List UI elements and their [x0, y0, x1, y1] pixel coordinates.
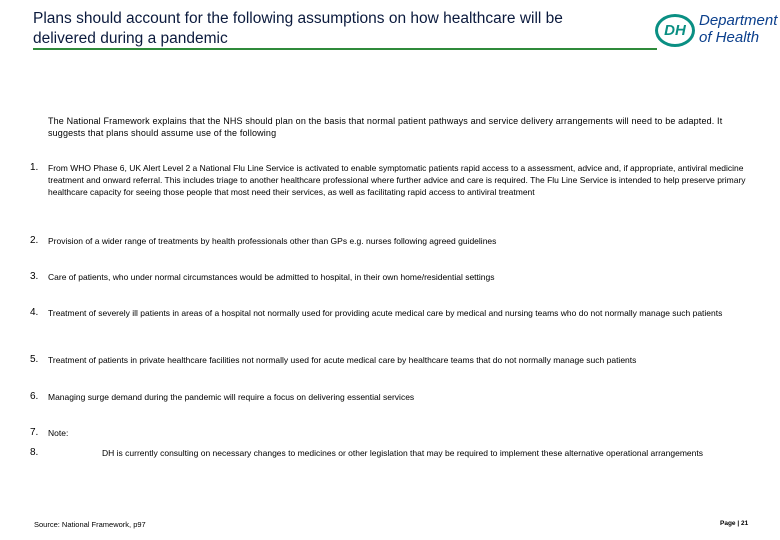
page-title: Plans should account for the following assumptions on how healthcare will be delivered during a pandemic: [33, 10, 563, 47]
note-detail: DH is currently consulting on necessary changes to medicines or other legislation that may be required to implement these alternative operational arrangements: [102, 448, 703, 458]
list-item: [30, 235, 750, 247]
source-citation: Source: National Framework, p97: [34, 520, 146, 529]
item-number: 1.: [30, 162, 39, 173]
dh-logo-mark: DH: [655, 14, 695, 47]
list-item: [30, 391, 750, 403]
page-number: Page | 21: [720, 520, 749, 527]
item-number: 2.: [30, 235, 39, 246]
item-number: 6.: [30, 391, 39, 402]
item-text: From WHO Phase 6, UK Alert Level 2 a National Flu Line Service is activated to enable symptomatic patients rapid access to a assessment, advice and, if appropriate, antiviral medicine treatment and onward referral. This includes triage to another healthcare professional where further advice and care is required. The Flu Line Service is intended to help preserve primary healthcare capacity for seeing those people that most need their services, as well as facilitating rapid access to antiviral treatment: [48, 163, 746, 197]
list-item: [30, 271, 750, 283]
item-number: 8.: [30, 447, 39, 458]
item-number: 7.: [30, 427, 39, 438]
item-text: Treatment of patients in private healthcare facilities not normally used for acute medical care by healthcare teams that do not normally manage such patients: [48, 355, 637, 365]
item-number: 3.: [30, 271, 39, 282]
item-text: Provision of a wider range of treatments by health professionals other than GPs e.g. nurses following agreed guidelines: [48, 236, 497, 246]
item-text: Treatment of severely ill patients in areas of a hospital not normally used for providing acute medical care by medical and nursing teams who do not normally manage such patients: [48, 308, 723, 318]
list-item: [30, 162, 750, 198]
title-divider: [33, 48, 657, 50]
item-text: Care of patients, who under normal circumstances would be admitted to hospital, in their own home/residential settings: [48, 272, 495, 282]
intro-paragraph: The National Framework explains that the NHS should plan on the basis that normal patient pathways and service delivery arrangements will need to be adapted. It suggests that plans should assume use of the following: [48, 116, 723, 138]
list-item: [30, 427, 750, 439]
list-item: [30, 307, 750, 319]
department-of-health-logo: [655, 12, 780, 52]
item-number: 5.: [30, 354, 39, 365]
item-number: 4.: [30, 307, 39, 318]
list-item: [30, 354, 750, 366]
item-text: Note:: [48, 428, 69, 438]
logo-text: Department of Health: [699, 12, 778, 46]
item-text: Managing surge demand during the pandemic will require a focus on delivering essential services: [48, 392, 415, 402]
